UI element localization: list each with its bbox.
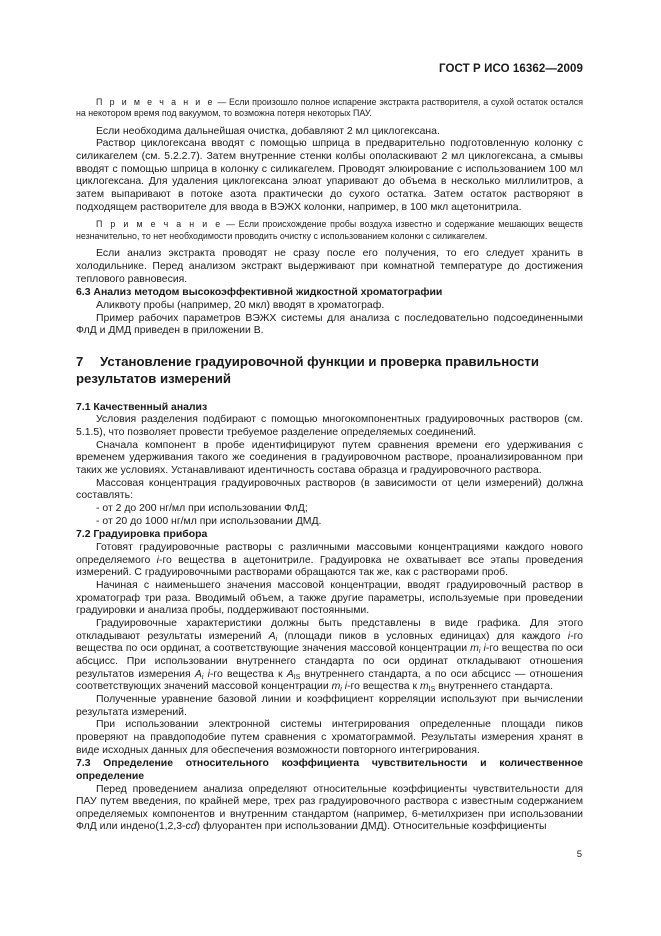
section-title-line1: Установление градуировочной функции и проверка правильности: [100, 353, 539, 369]
section-title-line2: результатов измерений: [76, 370, 231, 386]
note-cleanup: [76, 219, 583, 242]
note-text: — Если произошло полное испарение экстракта растворителя, а сухой остаток остался на некотором время под вакуумом, то возможна потеря некоторых ПАУ.: [76, 97, 583, 119]
paragraph: Если анализ экстракта проводят не сразу после его получения, то его следует хранить в холодильнике. Перед анализом экстракт выдерживают при комнатной температуре до достижения теплового равновесия.: [76, 248, 583, 285]
page-number: 5: [576, 849, 582, 860]
paragraph: Раствор циклогексана вводят с помощью шприца в предварительно подготовленную колонку с силикагелем (см. 5.2.2.7). Затем внутренние стенки колбы ополаскивают 2 мл циклогексана, а смывы вводят с помощью шприца в колонку с силикагелем. Проводят элюирование с использованием 100 мл циклогексана. Для удаления циклогексана элюат упаривают до объема в несколько миллилитров, а затем выпаривают в потоке азота практически до сухого остатка. Затем остаток растворяют в подходящем растворителе для ввода в ВЭЖХ колонки, например, в 100 мкл ацетонитрила.: [76, 138, 583, 213]
paragraph: При использовании электронной системы интегрирования определенные площади пиков проверяют на правдоподобие путем сравнения с хроматограммой. Результаты измерения хранят в виде исходных данных для обеспечения возможности повторного интегрирования.: [76, 719, 583, 756]
paragraph-calibration-graph: Градуировочные характеристики должны быть представлены в виде графика. Для этого откладывают результаты измерений $A_i$ (площади пиков в условных единицах) для каждого i-го вещества по оси ординат, а соответствующие значения массовой концентрации $m_i$ i-го вещества по оси абсцисс. При использовании внутреннего стандарта по оси ординат откладывают отношения результатов измерения $A_i$ i-го вещества к $A_{IS}$ внутреннего стандарта, а по оси абсцисс — отношения соответствующих значений массовой концентрации $m_i$ i-го вещества к $m_{IS}$ внутреннего стандарта.: [76, 617, 583, 694]
note-text: — Если происхождение пробы воздуха известно и содержание мешающих веществ незначительно, то нет необходимости проводить очистку с использованием колонки с силикагелем.: [76, 219, 583, 241]
note-label: П р и м е ч а н и е: [96, 97, 215, 107]
paragraph: Если необходима дальнейшая очистка, добавляют 2 мл циклогексана.: [96, 125, 440, 137]
page-content: [76, 96, 583, 834]
subsection-7-2: 7.2 Градуировка прибора: [76, 529, 208, 541]
paragraph: Перед проведением анализа определяют относительные коэффициенты чувствительности для ПАУ путем введения, по крайней мере, трех раз градуировочного раствора с известным содержанием определяемых компонентов и внутренним стандартом (например, 6-метилхризен при использовании ФлД или индено(1,2,3-cd) флуорантен при использовании ДМД). Относительные коэффициенты: [76, 783, 583, 833]
subsection-7-3: 7.3 Определение относительного коэффициента чувствительности и количественное определение: [76, 758, 583, 782]
note-evaporation: [76, 97, 583, 120]
paragraph: Пример рабочих параметров ВЭЖХ системы для анализа с последовательно подсоединенными ФлД и ДМД приведен в приложении В.: [76, 312, 583, 337]
paragraph: Массовая концентрация градуировочных растворов (в зависимости от цели измерений) должна составлять:: [76, 477, 583, 502]
subsection-7-1: 7.1 Качественный анализ: [76, 401, 208, 413]
paragraph: Начиная с наименьшего значения массовой концентрации, вводят градуировочный раствор в хроматограф три раза. Вводимый объем, а также другие параметры, используемые при проведении градуировки и анализа пробы, поддерживают постоянными.: [76, 580, 583, 617]
standard-header: ГОСТ Р ИСО 16362—2009: [438, 63, 583, 75]
paragraph: Аликвоту пробы (например, 20 мкл) вводят в хроматограф.: [96, 299, 385, 311]
section-7-heading: [76, 353, 583, 387]
paragraph: Условия разделения подбирают с помощью многокомпонентных градуировочных растворов (см. 5.1.5), что позволяет провести требуемое разделение определяемых соединений.: [76, 414, 583, 439]
subsection-6-3: 6.3 Анализ методом высокоэффективной жидкостной хроматографии: [76, 287, 443, 299]
note-label: П р и м е ч а н и е: [96, 219, 223, 230]
paragraph: Готовят градуировочные растворы с различными массовыми концентрациями каждого нового определяемого i-го вещества в ацетонитриле. Градуировка не охватывает все этапы проведения измерений. С градуировочными растворами обращаются так же, как с растворами проб.: [76, 542, 583, 579]
paragraph: Полученные уравнение базовой линии и коэффициент корреляции используют при вычислении результата измерений.: [76, 693, 583, 718]
list-item: - от 20 до 1000 нг/мл при использовании ДМД.: [96, 515, 322, 527]
list-item: - от 2 до 200 нг/мл при использовании ФлД;: [96, 503, 308, 515]
paragraph: Сначала компонент в пробе идентифицируют путем сравнения времени его удерживания с временем удерживания такого же соединения в градуировочном растворе, проанализированном при таких же условиях. Устанавливают идентичность состава образца и градуировочного раствора.: [76, 439, 583, 477]
section-number: 7: [76, 353, 84, 369]
